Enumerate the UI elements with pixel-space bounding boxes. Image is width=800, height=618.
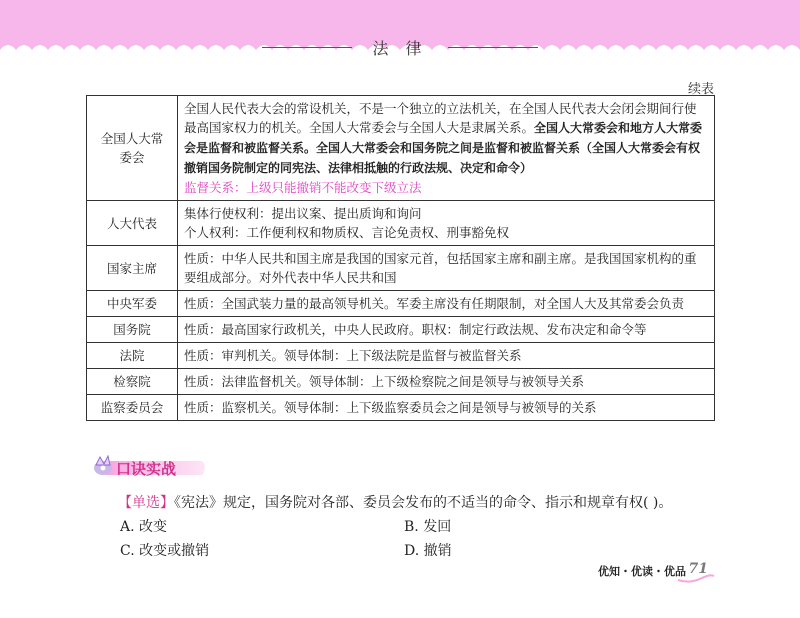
organ-name-cell: 监察委员会 [87, 395, 178, 421]
description-line [184, 294, 708, 313]
organ-description-cell [178, 96, 715, 201]
state-organs-table [86, 95, 715, 421]
description-line [184, 346, 708, 365]
description-line [184, 204, 708, 223]
description-line [184, 320, 708, 339]
emphasis-text: 全国人大常委会和地方人大常委会是监督和被监督关系。全国人大常委会和国务院之间是监督和被监督关系（全国人大常委会有权撤销国务院制定的同宪法、法律相抵触的行政法规、决定和命令） [184, 121, 703, 175]
description-line [184, 99, 708, 178]
organ-description-cell [178, 201, 715, 246]
table-row [87, 395, 715, 421]
organ-description-cell [178, 246, 715, 291]
page-number-swirl [676, 570, 716, 584]
table-row [87, 343, 715, 369]
table-row [87, 369, 715, 395]
option-b: B. 发回 [404, 519, 452, 535]
organ-description-cell [178, 369, 715, 395]
organ-name-cell: 国务院 [87, 317, 178, 343]
question-stem [118, 492, 672, 512]
footer-brand: 优知・优读・优品 [598, 565, 686, 578]
table-continued-label: 续表 [687, 82, 714, 97]
highlight-note: 监督关系：上级只能撤销不能改变下级立法 [184, 180, 422, 195]
section-title: 口诀实战 [116, 460, 177, 478]
description-text: 性质：法律监督机关。领导体制：上下级检察院之间是领导与被领导关系 [184, 374, 585, 389]
question-type-tag: 【单选】 [118, 495, 174, 511]
option-d: D. 撤销 [404, 543, 452, 559]
organ-name-cell: 法院 [87, 343, 178, 369]
description-text: 性质：全国武装力量的最高领导机关。军委主席没有任期限制，对全国人大及其常委会负责 [184, 296, 685, 311]
table-row [87, 317, 715, 343]
organ-description-cell [178, 343, 715, 369]
option-c: C. 改变或撤销 [120, 543, 210, 559]
organ-name-cell: 国家主席 [87, 246, 178, 291]
table-row [87, 96, 715, 201]
description-line [184, 398, 708, 417]
description-text: 性质：最高国家行政机关，中央人民政府。职权：制定行政法规、发布决定和命令等 [184, 322, 647, 337]
question-text: 《宪法》规定，国务院对各部、委员会发布的不适当的命令、指示和规章有权( )。 [174, 495, 673, 511]
table-row [87, 291, 715, 317]
header [0, 36, 800, 58]
header-rule-right [448, 47, 538, 48]
description-text: 个人权利：工作便利权和物质权、言论免责权、刑事豁免权 [184, 225, 510, 240]
organ-description-cell [178, 291, 715, 317]
organ-name-cell: 人大代表 [87, 201, 178, 246]
page-number: 71 [688, 561, 708, 577]
description-line [184, 372, 708, 391]
option-a: A. 改变 [120, 519, 168, 535]
organ-description-cell [178, 395, 715, 421]
description-line [184, 178, 708, 197]
table-row [87, 201, 715, 246]
description-text: 性质：中华人民共和国主席是我国的国家元首，包括国家主席和副主席。是我国国家机构的重要组成部分。对外代表中华人民共和国 [184, 251, 697, 285]
header-rule-left [262, 47, 352, 48]
organ-name-cell: 中央军委 [87, 291, 178, 317]
description-text: 性质：审判机关。领导体制：上下级法院是监督与被监督关系 [184, 348, 522, 363]
description-line [184, 223, 708, 242]
page-header-title: 法 律 [372, 38, 428, 58]
organ-name-cell: 检察院 [87, 369, 178, 395]
description-text: 全国人民代表大会的常设机关，不是一个独立的立法机关，在全国人民代表大会闭会期间行使最高国家权力的机关。全国人大常委会与全国人大是隶属关系。 [184, 101, 697, 135]
table-row [87, 246, 715, 291]
organ-name-cell: 全国人大常委会 [87, 96, 178, 201]
description-line [184, 249, 708, 287]
organ-description-cell [178, 317, 715, 343]
description-text: 性质：监察机关。领导体制：上下级监察委员会之间是领导与被领导的关系 [184, 400, 597, 415]
description-text: 集体行使权利：提出议案、提出质询和询问 [184, 206, 422, 221]
